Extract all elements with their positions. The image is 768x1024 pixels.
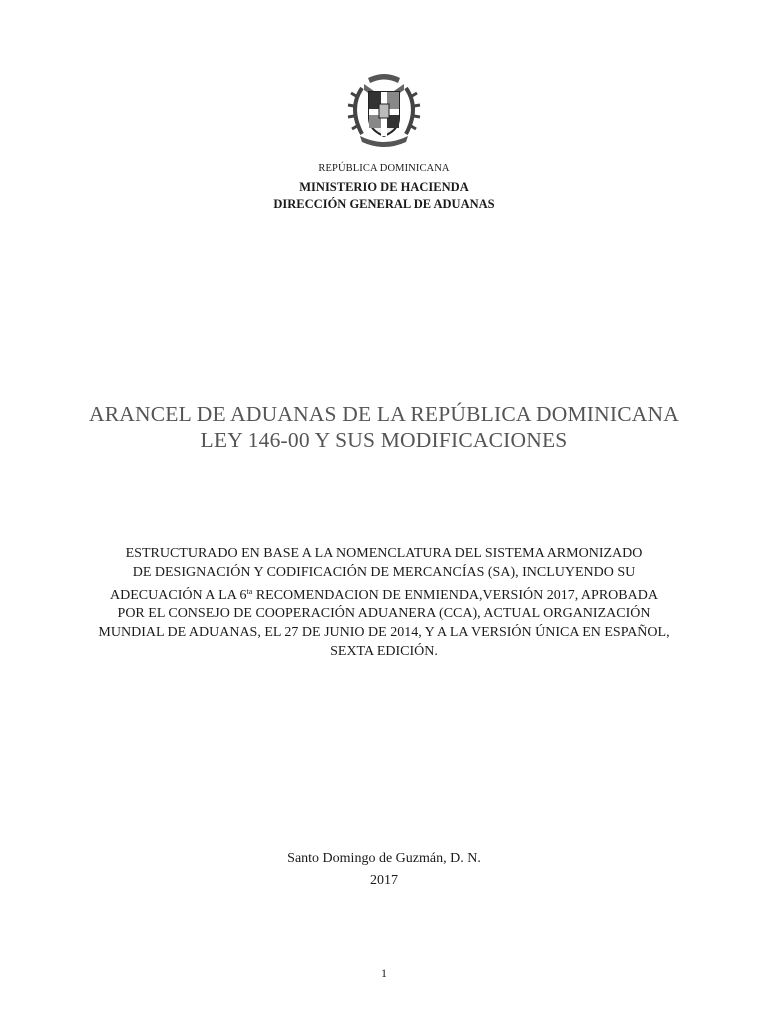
description-line: DE DESIGNACIÓN Y CODIFICACIÓN DE MERCANCÍAS (SA), INCLUYENDO SU [132, 564, 636, 580]
description-line: MUNDIAL DE ADUANAS, EL 27 DE JUNIO DE 2014, Y A LA VERSIÓN ÚNICA EN ESPAÑOL, [98, 625, 670, 641]
publication-place: Santo Domingo de Guzmán, D. N. [287, 851, 481, 866]
ministry-label: MINISTERIO DE HACIENDA [299, 180, 469, 194]
republic-label: REPÚBLICA DOMINICANA [318, 163, 450, 174]
document-title-line-1: ARANCEL DE ADUANAS DE LA REPÚBLICA DOMINICANA [89, 402, 679, 426]
description-line: POR EL CONSEJO DE COOPERACIÓN ADUANERA (CCA), ACTUAL ORGANIZACIÓN [117, 606, 651, 622]
description-line: SEXTA EDICIÓN. [330, 643, 438, 659]
description-line: ESTRUCTURADO EN BASE A LA NOMENCLATURA DEL SISTEMA ARMONIZADO [125, 546, 643, 561]
page-number: 1 [381, 966, 387, 980]
description-text: ADECUACIÓN A LA 6 [110, 587, 247, 603]
directorate-label: DIRECCIÓN GENERAL DE ADUANAS [273, 197, 495, 211]
document-title-line-2: LEY 146-00 Y SUS MODIFICACIONES [200, 428, 568, 452]
description-text: RECOMENDACION DE ENMIENDA,VERSIÓN 2017, APROBADA [252, 587, 658, 603]
coat-of-arms-icon [342, 68, 426, 152]
description-block [0, 545, 768, 662]
publication-year: 2017 [370, 873, 398, 888]
description-line [0, 583, 768, 606]
ordinal-superscript: ta [246, 586, 253, 596]
